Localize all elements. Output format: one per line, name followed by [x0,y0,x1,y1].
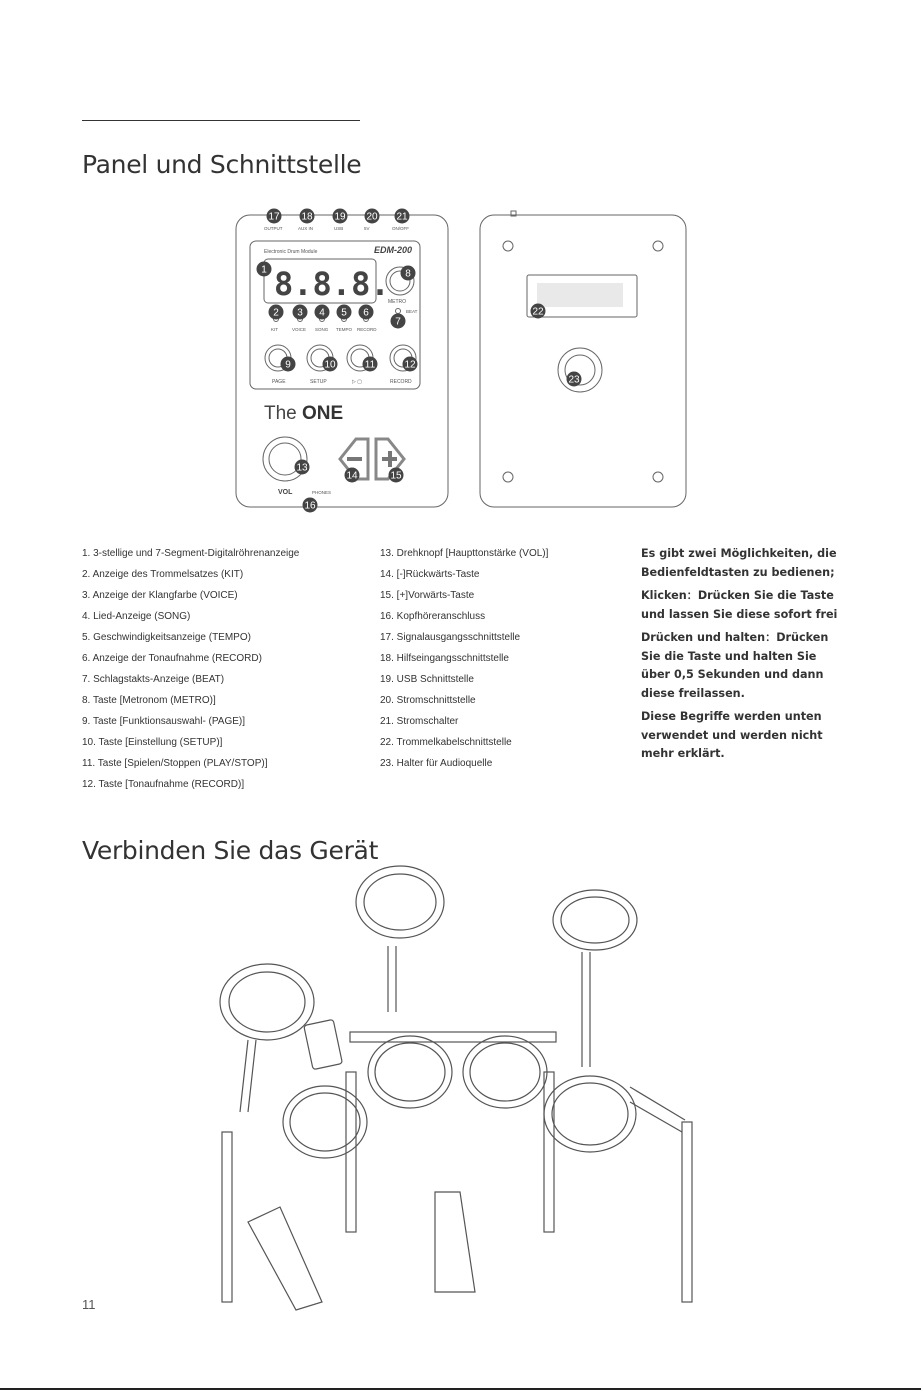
svg-text:13: 13 [296,462,308,474]
legend-item: 11. Taste [Spielen/Stoppen (PLAY/STOP)] [82,758,268,769]
brand-name: ONE [302,403,344,424]
brand-prefix: The [264,403,297,424]
button-label: RECORD [390,379,412,385]
callout-12 [403,357,418,372]
jack-label: OUTPUT [264,226,283,231]
legend-item: 22. Trommelkabelschnittstelle [380,737,512,748]
drum-kit-illustration [210,862,710,1312]
callout-22 [531,304,546,319]
callout-16 [303,498,318,513]
callout-19 [333,209,348,224]
svg-text:9: 9 [285,359,291,371]
segment-display: 8.8.8. [274,265,390,303]
svg-text:10: 10 [324,359,336,371]
top-jack-labels [264,226,409,231]
legend-item: 20. Stromschnittstelle [380,695,476,706]
svg-text:4: 4 [319,307,325,319]
page-number: 11 [82,1297,96,1312]
callout-5 [337,305,352,320]
button-label: SETUP [310,379,327,385]
callout-7 [391,314,406,329]
legend-item: 17. Signalausgangsschnittstelle [380,632,521,643]
svg-text:1: 1 [261,264,267,276]
callout-2 [269,305,284,320]
svg-text:20: 20 [366,211,378,223]
legend-item: 9. Taste [Funktionsauswahl- (PAGE)] [82,716,246,727]
note-paragraph: Drücken und halten：Drücken Sie die Taste und halten Sie über 0,5 Sekunden und dann diese freilassen. [641,631,829,700]
svg-text:22: 22 [532,306,544,318]
svg-text:15: 15 [390,470,402,482]
indicator-label: VOICE [292,327,307,332]
indicator-label: SONG [315,327,329,332]
vol-label: VOL [278,489,293,496]
drum-module-diagram [230,205,690,515]
callout-18 [300,209,315,224]
callout-13 [295,460,310,475]
legend-item: 4. Lied-Anzeige (SONG) [82,611,191,622]
callout-20 [365,209,380,224]
note-paragraph: Klicken：Drücken Sie die Taste und lassen Sie diese sofort frei [641,589,838,621]
callout-3 [293,305,308,320]
indicator-label: TEMPO [336,327,353,332]
legend-item: 15. [+]Vorwärts-Taste [380,590,475,601]
legend-item: 7. Schlagstakts-Anzeige (BEAT) [82,674,225,685]
callout-1 [257,262,272,277]
indicator-labels [271,327,377,332]
jack-label: ON/OFF [392,226,409,231]
operation-notes [641,545,841,769]
svg-text:2: 2 [273,307,279,319]
callout-9 [281,357,296,372]
legend-list-right [380,547,548,778]
beat-label: BEAT [406,309,418,314]
callout-14 [345,468,360,483]
section-title-panel: Panel und Schnittstelle [82,150,362,179]
legend-item: 3. Anzeige der Klangfarbe (VOICE) [82,590,238,601]
svg-text:8: 8 [405,268,411,280]
callout-8 [401,266,416,281]
svg-text:11: 11 [364,359,376,371]
svg-text:21: 21 [396,211,408,223]
callout-23 [567,372,582,387]
callout-11 [363,357,378,372]
legend-item: 5. Geschwindigkeitsanzeige (TEMPO) [82,632,251,643]
legend-item: 23. Halter für Audioquelle [380,758,493,769]
svg-text:19: 19 [334,211,346,223]
footer-rule [0,1388,921,1390]
legend-item: 10. Taste [Einstellung (SETUP)] [82,737,223,748]
phones-label: PHONES [312,490,332,495]
callout-15 [389,468,404,483]
header-rule [82,120,360,121]
legend-list-left [82,547,299,799]
callout-10 [323,357,338,372]
svg-text:12: 12 [404,359,416,371]
model-label: EDM-200 [374,245,413,255]
callout-17 [267,209,282,224]
drum-module-back [480,211,686,507]
indicator-label: RECORD [357,327,377,332]
svg-text:23: 23 [568,374,580,386]
button-label: ▷ ▢ [352,379,362,385]
svg-text:5: 5 [341,307,347,319]
button-label: PAGE [272,379,286,385]
note-paragraph: Es gibt zwei Möglichkeiten, die Bedienfeldtasten zu bedienen; [641,547,837,579]
legend-item: 8. Taste [Metronom (METRO)] [82,695,216,706]
callout-21 [395,209,410,224]
callout-4 [315,305,330,320]
svg-text:16: 16 [304,500,316,512]
jack-label: AUX IN [298,226,314,231]
legend-item: 21. Stromschalter [380,716,459,727]
svg-text:17: 17 [268,211,280,223]
svg-text:6: 6 [363,307,369,319]
svg-text:14: 14 [346,470,358,482]
svg-text:3: 3 [297,307,303,319]
legend-item: 19. USB Schnittstelle [380,674,474,685]
module-label: Electronic Drum Module [264,249,318,255]
jack-label: 5V [364,226,370,231]
button-labels [272,379,412,385]
legend-item: 2. Anzeige des Trommelsatzes (KIT) [82,569,244,580]
legend-item: 12. Taste [Tonaufnahme (RECORD)] [82,779,245,790]
indicator-label: KIT [271,327,279,332]
legend-item: 16. Kopfhöreranschluss [380,611,486,622]
legend-item: 18. Hilfseingangsschnittstelle [380,653,509,664]
svg-text:18: 18 [301,211,313,223]
jack-label: USB [334,226,344,231]
note-paragraph: Diese Begriffe werden unten verwendet und werden nicht mehr erklärt. [641,710,823,760]
legend-item: 1. 3-stellige und 7-Segment-Digitalröhrenanzeige [82,548,300,559]
metro-label: METRO [388,299,407,305]
legend-item: 6. Anzeige der Tonaufnahme (RECORD) [82,653,262,664]
section-title-connect: Verbinden Sie das Gerät [82,836,379,865]
legend-item: 13. Drehknopf [Haupttonstärke (VOL)] [380,548,549,559]
legend-item: 14. [-]Rückwärts-Taste [380,569,480,580]
svg-text:7: 7 [395,316,401,328]
callout-6 [359,305,374,320]
